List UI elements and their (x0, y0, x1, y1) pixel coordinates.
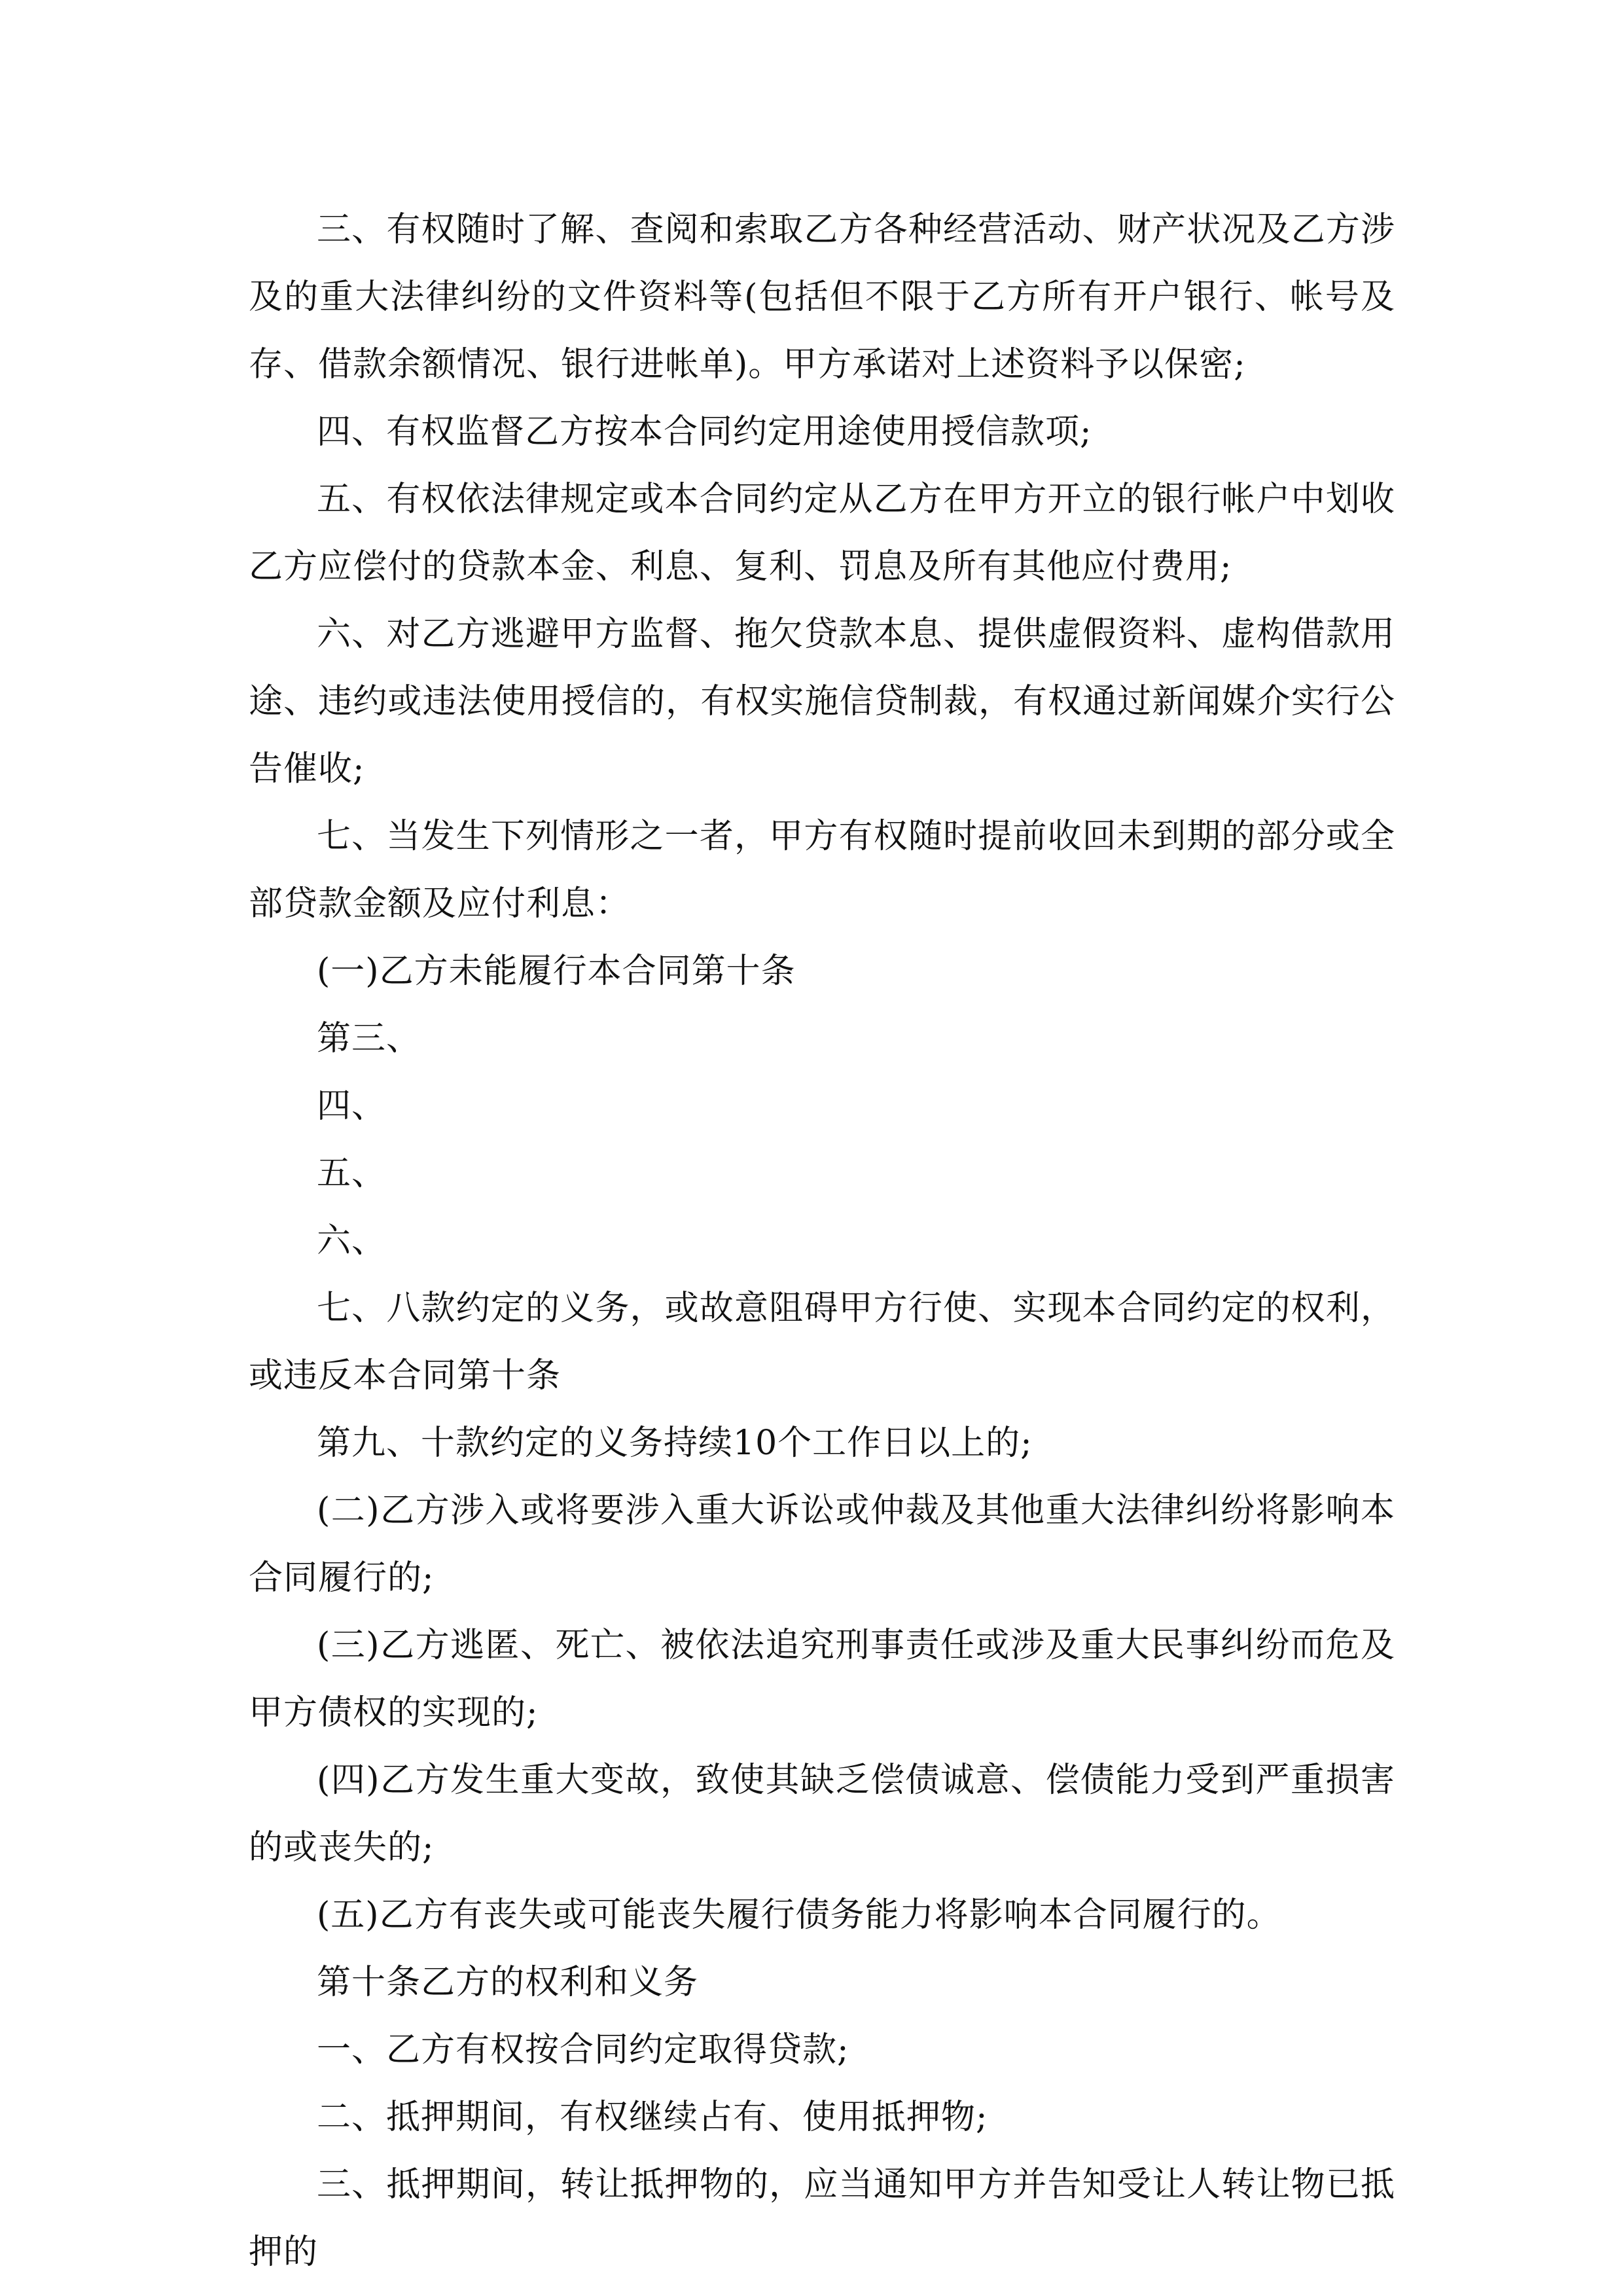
paragraph-case-4: (四)乙方发生重大变故，致使其缺乏偿债诚意、偿债能力受到严重损害的或丧失的; (249, 1761, 1395, 1867)
paragraph-right-3-information-access: 三、有权随时了解、查阅和索取乙方各种经营活动、财产状况及乙方涉及的重大法律纠纷的文件资料等(包括但不限于乙方所有开户银行、帐号及存、借款余额情况、银行进帐单)。甲方承诺对上述资料予以保密; (249, 210, 1395, 384)
paragraph-fragment-7-8: 七、八款约定的义务，或故意阻碍甲方行使、实现本合同约定的权利，或违反本合同第十条 (249, 1289, 1395, 1395)
section-heading-article-10: 第十条乙方的权利和义务 (317, 1963, 699, 2002)
paragraph-fragment-9-10: 第九、十款约定的义务持续10个工作日以上的; (317, 1424, 1033, 1463)
paragraph-right-5-account-deduction: 五、有权依法律规定或本合同约定从乙方在甲方开立的银行帐户中划收乙方应偿付的贷款本金、利息、复利、罚息及所有其他应付费用; (249, 480, 1395, 586)
document-body (249, 196, 1395, 2286)
paragraph-party-b-right-1: 一、乙方有权按合同约定取得贷款; (317, 2030, 849, 2070)
paragraph-party-b-right-3: 三、抵押期间，转让抵押物的，应当通知甲方并告知受让人转让物已抵押的 (249, 2165, 1395, 2272)
paragraph-case-1: (一)乙方未能履行本合同第十条 (317, 952, 796, 991)
paragraph-right-6-credit-sanction: 六、对乙方逃避甲方监督、拖欠贷款本息、提供虚假资料、虚构借款用途、违约或违法使用授信的，有权实施信贷制裁，有权通过新闻媒介实行公告催收; (249, 615, 1395, 789)
paragraph-fragment-4: 四、 (317, 1086, 387, 1126)
paragraph-fragment-5: 五、 (317, 1154, 387, 1193)
paragraph-party-b-right-2: 二、抵押期间，有权继续占有、使用抵押物; (317, 2098, 988, 2137)
paragraph-fragment-6: 六、 (317, 1221, 387, 1261)
paragraph-right-4-supervision: 四、有权监督乙方按本合同约定用途使用授信款项; (317, 412, 1092, 452)
paragraph-case-5: (五)乙方有丧失或可能丧失履行债务能力将影响本合同履行的。 (317, 1895, 1281, 1935)
paragraph-case-2: (二)乙方涉入或将要涉入重大诉讼或仲裁及其他重大法律纠纷将影响本合同履行的; (249, 1491, 1395, 1598)
paragraph-case-3: (三)乙方逃匿、死亡、被依法追究刑事责任或涉及重大民事纠纷而危及甲方债权的实现的; (249, 1626, 1395, 1732)
paragraph-right-7-early-recall: 七、当发生下列情形之一者，甲方有权随时提前收回未到期的部分或全部贷款金额及应付利息： (249, 817, 1395, 924)
paragraph-fragment-3: 第三、 (317, 1019, 421, 1058)
